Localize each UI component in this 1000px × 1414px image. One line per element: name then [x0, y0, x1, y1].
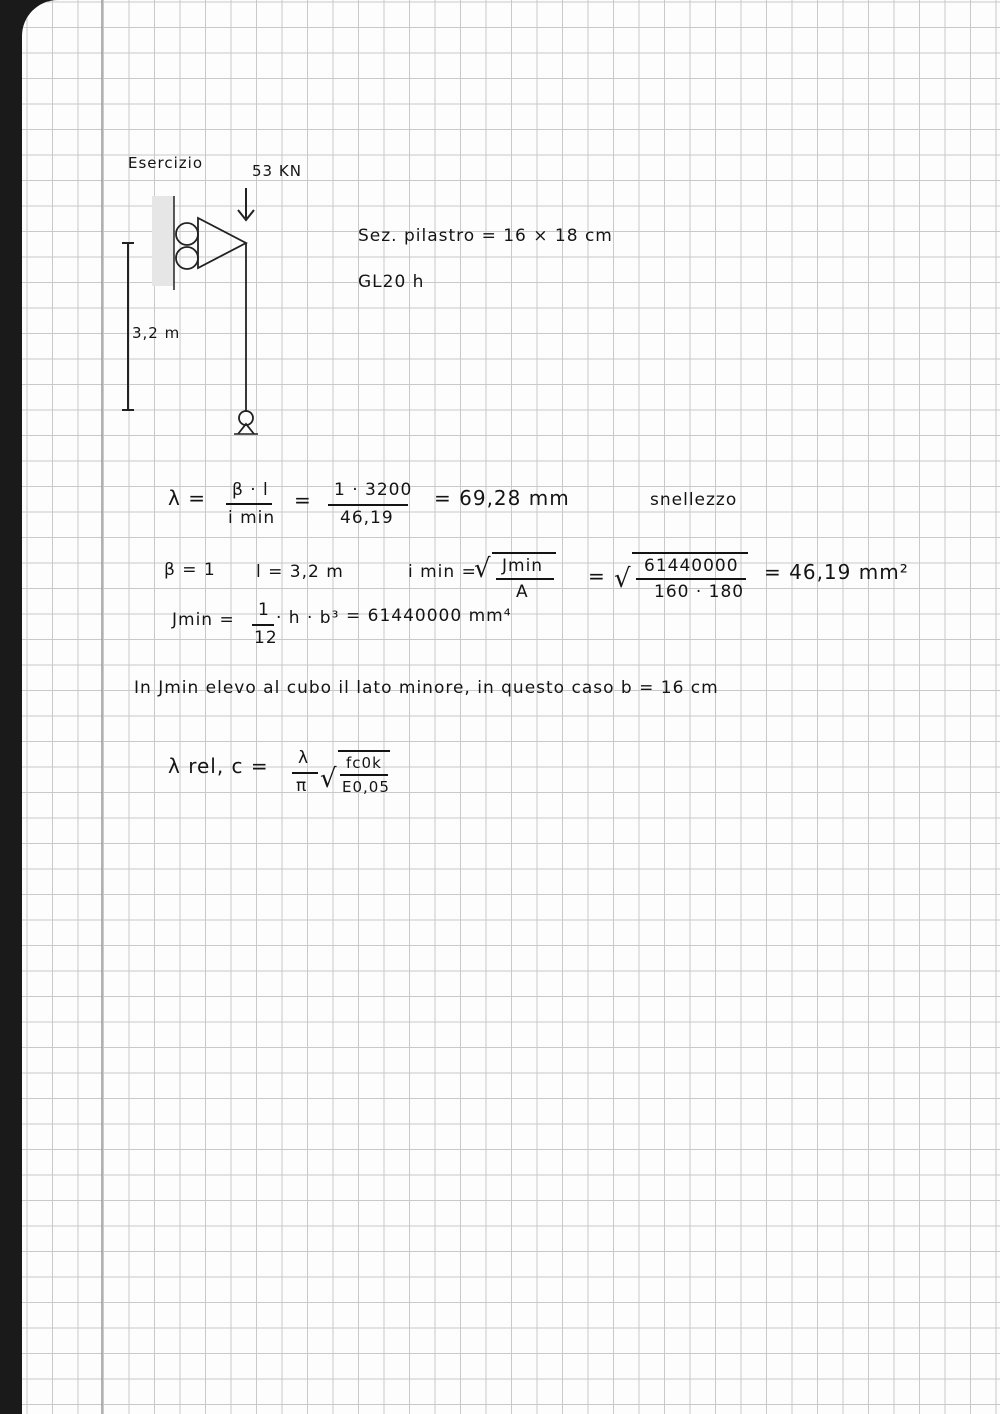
frac1-num: β · l [232, 480, 269, 500]
imin-label: i min = [408, 562, 477, 582]
frac2-den: 46,19 [340, 508, 394, 528]
notebook-page: Esercizio 53 KN 3,2 m Sez. pilastro = 16 × 18 cm GL20 h λ = β · l i min = 1 · 3200 46,19 = 69,28 mm snellezzo β = 1 l = 3,2 m i min = √ Jmin A = √ 61440000 160 · 180 = 46,19 mm² Jmin = 1 12 · h · b³ = 61440000 mm⁴ In Jmin elevo al cubo il lato minore, in questo caso b = 16 cm λ rel, c = λ π √ fc0k E0,05 [22, 0, 1000, 1414]
jmin-rest: · h · b³ [276, 608, 340, 628]
lambda-rel-num2: fc0k [346, 754, 382, 772]
material-label: GL20 h [358, 272, 425, 292]
lambda-rel-num: λ [298, 748, 310, 768]
beta-value: β = 1 [164, 560, 216, 580]
lambda-symbol: λ = [168, 486, 206, 510]
jmin-num: 1 [258, 600, 270, 620]
support-roller-top [176, 223, 198, 245]
imin-num: Jmin [502, 556, 544, 576]
note-sentence: In Jmin elevo al cubo il lato minore, in questo caso b = 16 cm [134, 678, 719, 698]
section-label: Sez. pilastro = 16 × 18 cm [358, 226, 613, 246]
lambda-rel-den2: E0,05 [342, 778, 390, 796]
l-value: l = 3,2 m [256, 562, 344, 582]
imin-num2: 61440000 [644, 556, 739, 576]
support-triangle [198, 218, 246, 268]
support-roller-bottom [176, 247, 198, 269]
wall-hatch [152, 196, 174, 286]
slenderness-note: snellezzo [650, 490, 738, 510]
frac1-den: i min [228, 508, 276, 528]
column-diagram [22, 0, 1000, 1414]
imin-den2: 160 · 180 [654, 582, 745, 602]
lambda-rel-label: λ rel, c = [168, 754, 269, 778]
eq1: = [294, 488, 312, 512]
jmin-label: Jmin = [172, 610, 235, 630]
jmin-result: = 61440000 mm⁴ [346, 606, 512, 626]
imin-den: A [516, 582, 529, 602]
imin-eq: = [588, 564, 606, 588]
load-label: 53 KN [252, 162, 302, 180]
length-label: 3,2 m [132, 324, 181, 342]
slenderness-result: = 69,28 mm [434, 486, 570, 510]
lambda-rel-den: π [296, 776, 308, 796]
jmin-den: 12 [254, 628, 278, 648]
frac2-num: 1 · 3200 [334, 480, 413, 500]
exercise-title: Esercizio [128, 154, 203, 172]
imin-result: = 46,19 mm² [764, 560, 909, 584]
